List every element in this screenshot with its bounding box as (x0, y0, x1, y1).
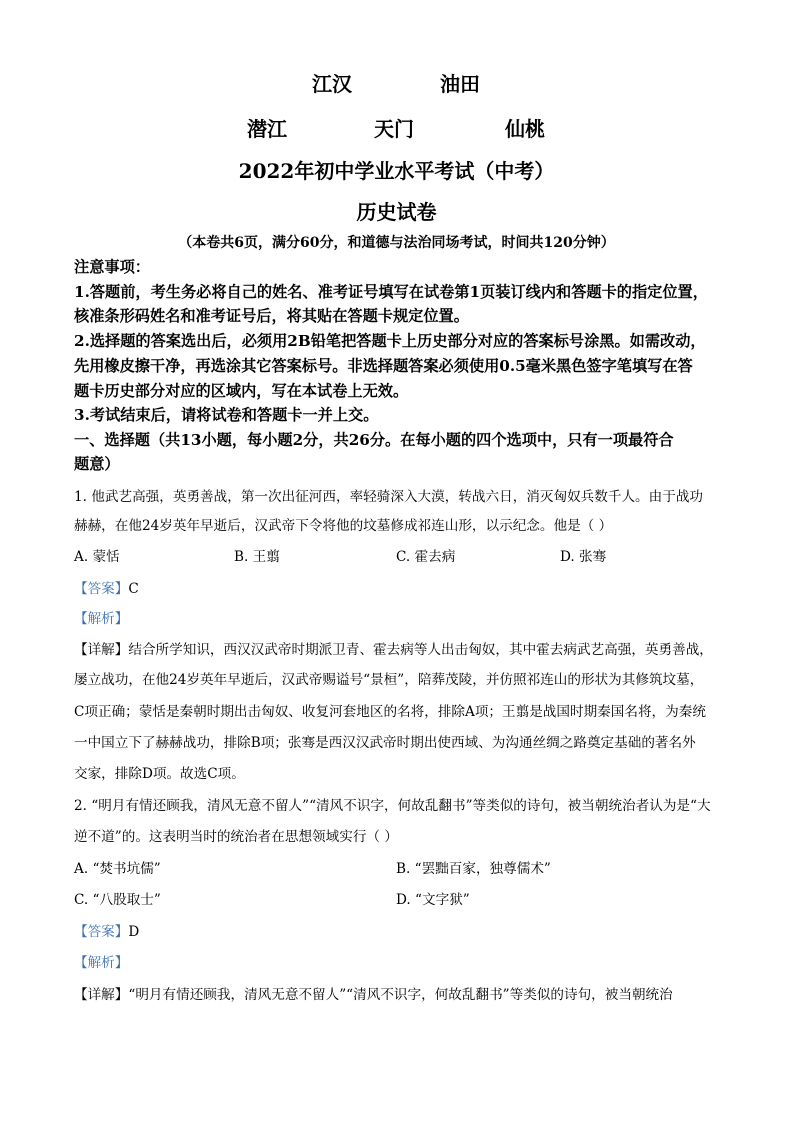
notice-line: 核准条形码姓名和准考证号后，将其贴在答题卡规定位置。 (74, 307, 469, 325)
section-heading: 一、选择题（共13小题，每小题2分，共26分。在每小题的四个选项中，只有一项最符合 (74, 431, 674, 449)
header-region-jianghan: 江汉 (312, 72, 352, 96)
notice-line: 1.答题前，考生务必将自己的姓名、准考证号填写在试卷第1页装订线内和答题卡的指定位置， (74, 283, 708, 301)
q1-detail-line: 交家，排除D项。故选C项。 (74, 766, 245, 782)
q2-stem-line: 2. “明月有情还顾我，清风无意不留人”“清风不识字，何故乱翻书”等类似的诗句，被当朝统治者认为是“大 (74, 798, 711, 814)
exam-title: 2022年初中学业水平考试（中考） (238, 159, 555, 183)
detail-label: 【详解】 (74, 987, 129, 1003)
q2-detail-line (74, 983, 673, 1003)
notice-heading: 注意事项： (74, 258, 150, 276)
answer-label: 【答案】 (74, 581, 129, 597)
section-heading-cont: 题意） (74, 455, 120, 473)
q1-analysis-label: 【解析】 (74, 611, 129, 627)
notice-line: 题卡历史部分对应的区域内，写在本试卷上无效。 (74, 382, 409, 400)
q1-detail-line: C项正确；蒙恬是秦朝时期出击匈奴、收复河套地区的名将，排除A项；王翦是战国时期秦国名将，为秦统 (74, 704, 706, 720)
q2-stem-line: 逆不道”的。这表明当时的统治者在思想领域实行（ ） (74, 829, 398, 845)
q2-option-d: D. “文字狱” (396, 892, 470, 908)
q2-option-a: A. “焚书坑儒” (74, 861, 161, 877)
header-region-qianjiang: 潜江 (247, 117, 287, 141)
q1-answer (74, 577, 139, 597)
q1-detail-line: 一中国立下了赫赫战功，排除B项；张骞是西汉汉武帝时期出使西域、为沟通丝绸之路奠定基础的著名外 (74, 735, 696, 751)
detail-label: 【详解】 (74, 642, 129, 658)
q1-option-c: C. 霍去病 (396, 549, 456, 565)
notice-line: 3.考试结束后，请将试卷和答题卡一并上交。 (74, 406, 379, 424)
q1-option-b: B. 王翦 (234, 549, 280, 565)
q2-analysis-label: 【解析】 (74, 955, 129, 971)
q2-option-b: B. “罢黜百家，独尊儒术” (396, 861, 551, 877)
subject-title: 历史试卷 (356, 200, 437, 224)
detail-text: “明月有情还顾我，清风无意不留人”“清风不识字，何故乱翻书”等类似的诗句，被当朝统治 (128, 987, 673, 1003)
q2-option-c: C. “八股取士” (74, 892, 161, 908)
answer-label: 【答案】 (74, 924, 129, 940)
q1-detail-line (74, 638, 713, 658)
q1-stem-line: 赫赫，在他24岁英年早逝后，汉武帝下令将他的坟墓修成祁连山形，以示纪念。他是（ ） (74, 518, 613, 534)
notice-line: 2.选择题的答案选出后，必须用2B铅笔把答题卡上历史部分对应的答案标号涂黑。如需改动， (74, 332, 706, 350)
notice-line: 先用橡皮擦干净，再选涂其它答案标号。非选择题答案必须使用0.5毫米黑色签字笔填写在答 (74, 357, 693, 375)
q2-answer (74, 920, 139, 940)
q1-detail-line: 屡立战功，在他24岁英年早逝后，汉武帝赐谥号“景桓”，陪葬茂陵，并仿照祁连山的形状为其修筑坟墓， (74, 672, 704, 688)
header-region-tianmen: 天门 (374, 117, 414, 141)
answer-value: C (128, 581, 139, 597)
exam-info: （本卷共6页，满分60分，和道德与法治同场考试，时间共120分钟） (178, 235, 615, 251)
q1-stem-line: 1. 他武艺高强，英勇善战，第一次出征河西，率轻骑深入大漠，转战六日，消灭匈奴兵数千人。由于战功 (74, 489, 704, 505)
header-region-xiantao: 仙桃 (505, 117, 545, 141)
header-region-youtian: 油田 (440, 72, 480, 96)
answer-value: D (128, 924, 140, 940)
q1-option-a: A. 蒙恬 (74, 549, 120, 565)
q1-option-d: D. 张骞 (560, 549, 607, 565)
detail-text: 结合所学知识，西汉汉武帝时期派卫青、霍去病等人出击匈奴，其中霍去病武艺高强，英勇善战， (128, 642, 713, 658)
